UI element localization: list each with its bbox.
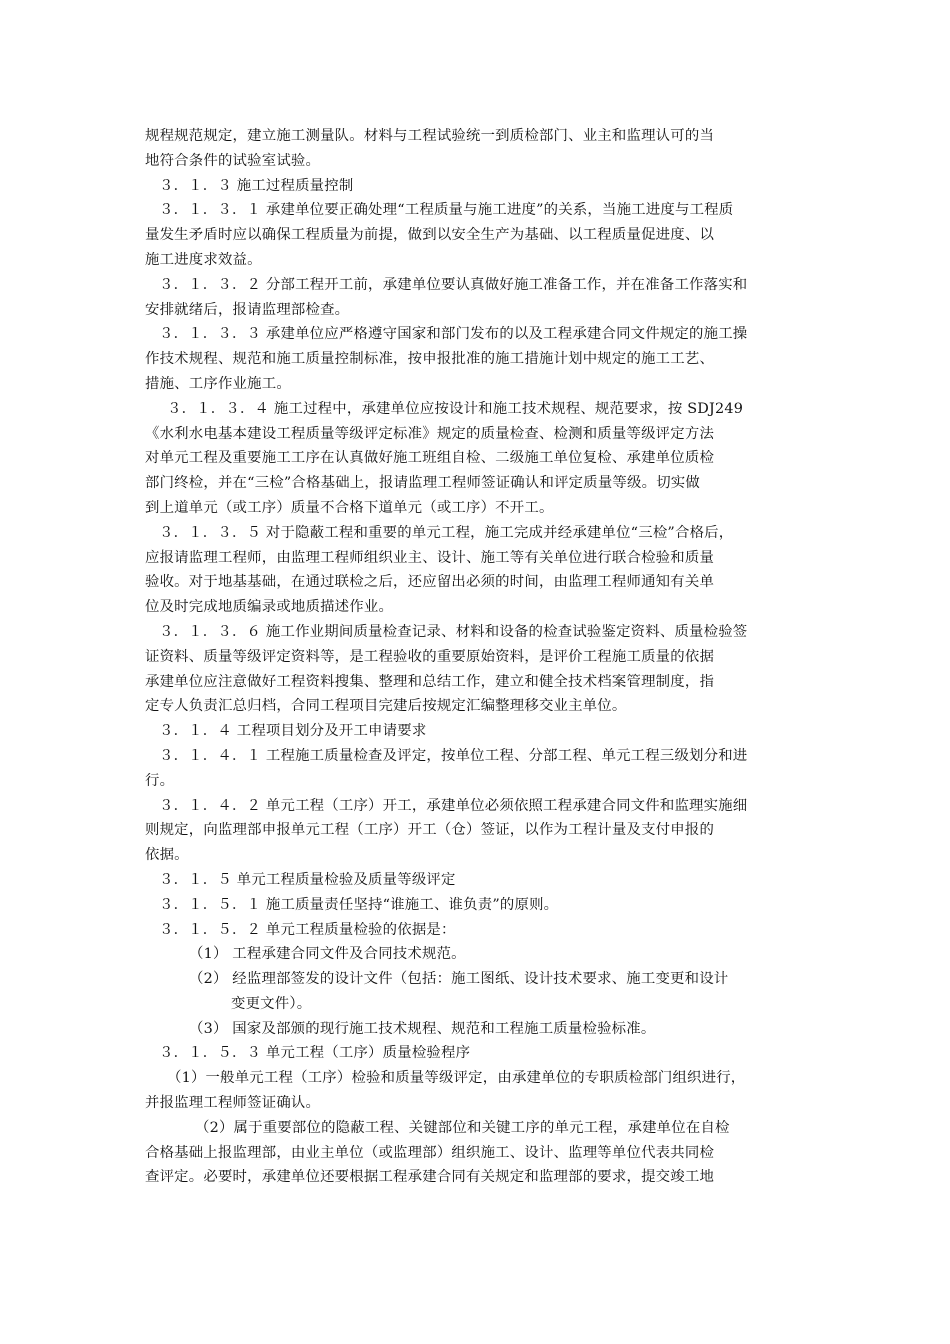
list-item: （3） 国家及部颁的现行施工技术规程、规范和工程施工质量检验标准。 (189, 1020, 656, 1037)
text-line: ３．１．４．１ 工程施工质量检查及评定，按单位工程、分部工程、单元工程三级划分和进 (159, 747, 748, 764)
text-line: 量发生矛盾时应以确保工程质量为前提，做到以安全生产为基础、以工程质量促进度、以 (145, 227, 715, 244)
text-line: ３．１．５．３ 单元工程（工序）质量检验程序 (159, 1045, 471, 1062)
text-line: ３．１．３．５ 对于隐蔽工程和重要的单元工程，施工完成并经承建单位“三检”合格后， (159, 524, 734, 541)
text-line: ３．１．３．２ 分部工程开工前，承建单位要认真做好施工准备工作，并在准备工作落实和 (159, 276, 748, 293)
text-line: 作技术规程、规范和施工质量控制标准，按申报批准的施工措施计划中规定的施工工艺、 (145, 351, 715, 368)
text-line: 合格基础上报监理部，由业主单位（或监理部）组织施工、设计、监理等单位代表共同检 (145, 1144, 715, 1161)
text-line: 则规定，向监理部申报单元工程（工序）开工（仓）签证，以作为工程计量及支付申报的 (145, 822, 715, 839)
section-heading: ３．１．５ 单元工程质量检验及质量等级评定 (159, 871, 456, 888)
list-item-continuation: 变更文件）。 (231, 995, 312, 1012)
text-line: 规程规范规定，建立施工测量队。材料与工程试验统一到质检部门、业主和监理认可的当 (145, 128, 715, 144)
text-line: ３．１．３．４ 施工过程中，承建单位应按设计和施工技术规程、规范要求，按 SDJ249 (167, 400, 744, 417)
text-line: ３．１．３．１ 承建单位要正确处理“工程质量与施工进度”的关系，当施工进度与工程质 (159, 202, 734, 219)
list-item: （2） 经监理部签发的设计文件（包括：施工图纸、设计技术要求、施工变更和设计 (189, 971, 729, 988)
text-line: 措施、工序作业施工。 (145, 375, 291, 392)
text-line: 并报监理工程师签证确认。 (145, 1095, 321, 1112)
text-line: 查评定。必要时，承建单位还要根据工程承建合同有关规定和监理部的要求，提交竣工地 (145, 1169, 715, 1186)
text-line: 到上道单元（或工序）质量不合格下道单元（或工序）不开工。 (145, 499, 554, 516)
text-line: 证资料、质量等级评定资料等，是工程验收的重要原始资料，是评价工程施工质量的依据 (145, 648, 715, 665)
text-line: 行。 (145, 772, 175, 789)
text-line: 位及时完成地质编录或地质描述作业。 (145, 599, 394, 616)
text-line: 验收。对于地基基础，在通过联检之后，还应留出必须的时间，由监理工程师通知有关单 (145, 574, 715, 591)
text-line: 《水利水电基本建设工程质量等级评定标准》规定的质量检查、检测和质量等级评定方法 (145, 425, 715, 442)
document-page (145, 124, 813, 1190)
section-heading: ３．１．３ 施工过程质量控制 (159, 177, 354, 194)
text-line: 部门终检，并在“三检”合格基础上，报请监理工程师签证确认和评定质量等级。切实做 (145, 475, 700, 492)
text-line: 依据。 (145, 847, 189, 864)
text-line: 施工进度求效益。 (145, 251, 262, 268)
text-line: （1）一般单元工程（工序）检验和质量等级评定，由承建单位的专职质检部门组织进行， (167, 1070, 746, 1087)
text-line: 对单元工程及重要施工工序在认真做好施工班组自检、二级施工单位复检、承建单位质检 (145, 450, 715, 467)
text-line: 承建单位应注意做好工程资料搜集、整理和总结工作，建立和健全技术档案管理制度，指 (145, 673, 715, 690)
text-line: ３．１．４．２ 单元工程（工序）开工，承建单位必须依照工程承建合同文件和监理实施细 (159, 797, 748, 814)
text-line: 安排就绪后，报请监理部检查。 (145, 301, 350, 318)
text-line: （2）属于重要部位的隐蔽工程、关键部位和关键工序的单元工程，承建单位在自检 (195, 1119, 730, 1136)
text-line: ３．１．３．３ 承建单位应严格遵守国家和部门发布的以及工程承建合同文件规定的施工操 (159, 326, 748, 343)
list-item: （1） 工程承建合同文件及合同技术规范。 (189, 946, 466, 963)
text-line: 地符合条件的试验室试验。 (145, 152, 321, 169)
text-line: ３．１．３．６ 施工作业期间质量检查记录、材料和设备的检查试验鉴定资料、质量检验签 (159, 623, 748, 640)
text-line: 应报请监理工程师，由监理工程师组织业主、设计、施工等有关单位进行联合检验和质量 (145, 549, 715, 566)
text-line: 定专人负责汇总归档，合同工程项目完建后按规定汇编整理移交业主单位。 (145, 698, 627, 715)
section-heading: ３．１．４ 工程项目划分及开工申请要求 (159, 723, 427, 740)
text-line: ３．１．５．２ 单元工程质量检验的依据是： (159, 921, 456, 938)
text-line: ３．１．５．１ 施工质量责任坚持“谁施工、谁负责”的原则。 (159, 896, 559, 913)
